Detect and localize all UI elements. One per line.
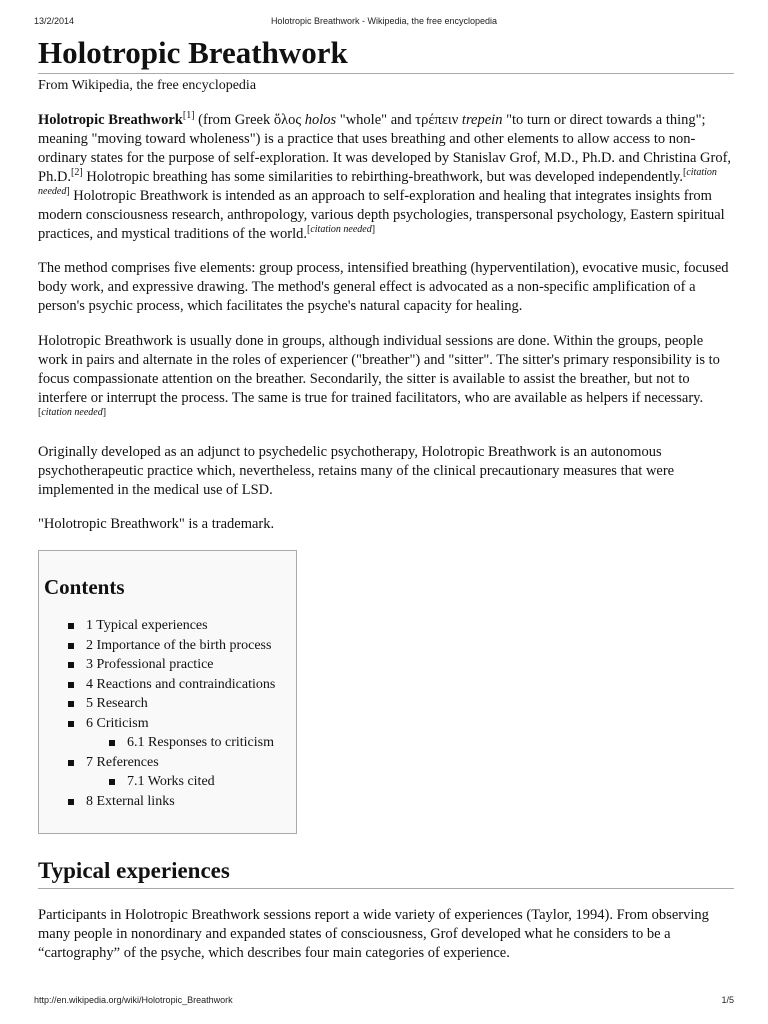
- citation-needed-2[interactable]: [citation needed]: [306, 224, 376, 235]
- ref-1[interactable]: [1]: [182, 110, 195, 121]
- print-date: 13/2/2014: [34, 16, 75, 26]
- toc-item-criticism[interactable]: 6 Criticism: [68, 714, 296, 734]
- toc-item-works-cited[interactable]: 7.1 Works cited: [109, 772, 296, 792]
- trepein-italic: trepein: [461, 112, 503, 128]
- toc-title: Contents: [44, 575, 125, 599]
- greek-trepein: τρέπειν: [415, 112, 459, 128]
- section-heading-typical-experiences: Typical experiences: [38, 856, 734, 889]
- toc-item-external-links[interactable]: 8 External links: [68, 792, 296, 812]
- citation-needed-3[interactable]: [citation needed]: [38, 407, 107, 418]
- greek-holos: ὅλος: [273, 112, 302, 128]
- method-paragraph: The method comprises five elements: group process, intensified breathing (hyperventilation), evocative music, focused body work, and expressive drawing. The method's general effect is advocated as a non-specific amplification of a person's psychic process, which facilitates the psyche's natural capacity for healing.: [38, 260, 729, 314]
- origin-paragraph: Originally developed as an adjunct to psychedelic psychotherapy, Holotropic Breathwork is an autonomous psychotherapeutic practice which, nevertheless, retains many of the clinical precautionary measures that were implemented in the medical use of LSD.: [38, 444, 675, 498]
- article-tagline: From Wikipedia, the free encyclopedia: [38, 78, 257, 93]
- toc-item-references[interactable]: 7 References: [68, 753, 296, 773]
- print-page-number: 1/5: [721, 995, 734, 1005]
- toc-item-typical-experiences[interactable]: 1 Typical experiences: [68, 616, 296, 636]
- citation-needed-1[interactable]: [citation needed]: [38, 167, 717, 197]
- toc-item-professional-practice[interactable]: 3 Professional practice: [68, 655, 296, 675]
- table-of-contents: [38, 550, 297, 834]
- toc-item-research[interactable]: 5 Research: [68, 694, 296, 714]
- intro-bold-term: Holotropic Breathwork: [38, 112, 183, 128]
- print-page-title: Holotropic Breathwork - Wikipedia, the free encyclopedia: [270, 16, 498, 26]
- groups-paragraph: Holotropic Breathwork is usually done in groups, although individual sessions are done. Within the groups, people work in pairs and alternate in the roles of experiencer ("breather") and "sitter". The sitter's primary responsibility is to focus compassionate attention on the breather. Secondarily, the sitter is available to assist the breather, but not to interfere or interrupt the process. The same is true for trained facilitators, who are available as helpers if necessary.[citation needed]: [38, 333, 720, 418]
- toc-list: [44, 616, 296, 811]
- article-title: Holotropic Breathwork: [38, 34, 734, 74]
- trademark-paragraph: "Holotropic Breathwork" is a trademark.: [38, 516, 275, 532]
- print-footer: [0, 995, 768, 1011]
- article-content: [38, 34, 734, 963]
- holos-italic: holos: [304, 112, 337, 128]
- toc-item-responses[interactable]: 6.1 Responses to criticism: [109, 733, 296, 753]
- typical-experiences-paragraph: Participants in Holotropic Breathwork sessions report a wide variety of experiences (Taylor, 1994). From observing many people in nonordinary and expanded states of consciousness, Grof developed what he considers to be a “cartography” of the psyche, which describes four main categories of experience.: [38, 907, 709, 961]
- print-url: http://en.wikipedia.org/wiki/Holotropic_Breathwork: [34, 995, 233, 1005]
- toc-item-reactions[interactable]: 4 Reactions and contraindications: [68, 675, 296, 695]
- intro-paragraph: Holotropic Breathwork[1] (from Greek ὅλος holos "whole" and τρέπειν trepein "to turn or direct towards a thing"; meaning "moving toward wholeness") is a practice that uses breathing and other elements to allow access to non-ordinary states for the purpose of self-exploration. It was developed by Stanislav Grof, M.D., Ph.D. and Christina Grof, Ph.D.[2] Holotropic breathing has some similarities to rebirthing-breathwork, but was developed independently.[citation needed] Holotropic Breathwork is intended as an approach to self-exploration and healing that integrates insights from modern consciousness research, anthropology, various depth psychologies, transpersonal psychology, Eastern spiritual practices, and mystical traditions of the world.[citation needed]: [38, 110, 732, 242]
- ref-2[interactable]: [2]: [71, 167, 83, 178]
- print-header: [0, 16, 768, 32]
- toc-item-birth-process[interactable]: 2 Importance of the birth process: [68, 636, 296, 656]
